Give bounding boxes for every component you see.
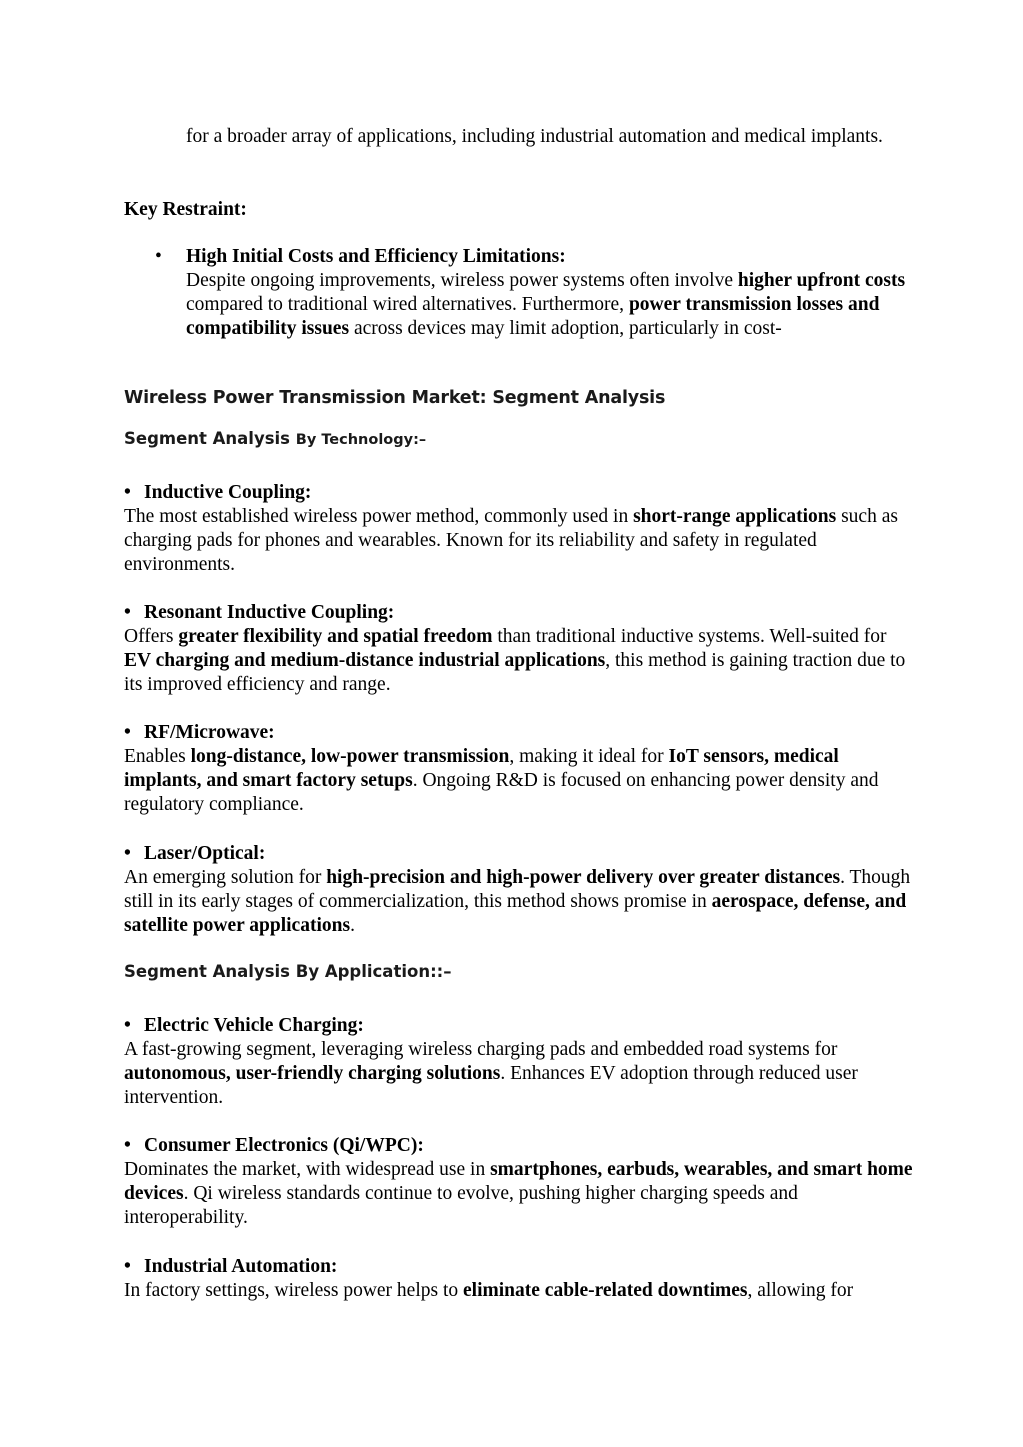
bullet-icon: •	[124, 843, 131, 864]
bullet-icon: •	[124, 722, 131, 743]
item-bold: long-distance, low-power transmission	[190, 746, 510, 767]
application-item	[124, 1255, 914, 1303]
technology-item	[124, 481, 914, 577]
key-restraint-heading: Key Restraint:	[124, 199, 247, 220]
item-bold: short-range applications	[633, 506, 837, 527]
technology-item-title	[124, 721, 914, 745]
restraint-text-3: across devices may limit adoption, particularly in cost-	[349, 318, 782, 339]
intro-continuation: for a broader array of applications, including industrial automation and medical implants.	[186, 126, 883, 147]
bullet-icon: •	[124, 482, 131, 503]
technology-item-title-text: Laser/Optical:	[144, 843, 266, 864]
restraint-bold-1: higher upfront costs	[737, 270, 906, 291]
restraint-bold-2: power transmission losses and compatibility issues	[186, 294, 880, 339]
item-text: . Qi wireless standards continue to evolve, pushing higher charging speeds and interoperability.	[124, 1183, 798, 1228]
application-item	[124, 1134, 914, 1230]
bullet-icon: •	[155, 246, 162, 267]
by-technology-heading-main: Segment Analysis	[124, 429, 296, 448]
item-text: .	[350, 915, 355, 936]
application-item-title-text: Electric Vehicle Charging:	[144, 1015, 364, 1036]
technology-item-title	[124, 481, 914, 505]
technology-item-title	[124, 842, 914, 866]
item-bold: IoT sensors, medical implants, and smart factory setups	[124, 746, 839, 791]
restraint-item-title: High Initial Costs and Efficiency Limitations:	[186, 246, 566, 267]
technology-item-title-text: Inductive Coupling:	[144, 482, 312, 503]
bullet-icon: •	[124, 1015, 131, 1036]
item-text: An emerging solution for	[124, 867, 327, 888]
item-bold: smartphones, earbuds, wearables, and smart home devices	[124, 1159, 913, 1204]
technology-item-title	[124, 601, 914, 625]
application-item-title-text: Consumer Electronics (Qi/WPC):	[144, 1135, 424, 1156]
by-technology-heading-small: By Technology:–	[295, 432, 427, 448]
item-bold: eliminate cable-related downtimes	[463, 1280, 748, 1301]
item-text: such as charging pads for phones and wearables. Known for its reliability and safety in regulated environments.	[124, 506, 898, 575]
restraint-item	[186, 245, 916, 341]
application-item-title	[124, 1014, 914, 1038]
item-bold: greater flexibility and spatial freedom	[178, 626, 493, 647]
item-text: . Enhances EV adoption through reduced user intervention.	[124, 1063, 858, 1108]
item-text: . Though still in its early stages of commercialization, this method shows promise in	[124, 867, 911, 912]
technology-item	[124, 721, 914, 817]
item-text: A fast-growing segment, leveraging wireless charging pads and embedded road systems for	[124, 1039, 838, 1060]
item-text: In factory settings, wireless power helps to	[124, 1280, 464, 1301]
restraint-text-2: compared to traditional wired alternatives. Furthermore,	[186, 294, 629, 315]
item-bold: autonomous, user-friendly charging solutions	[124, 1063, 501, 1084]
item-text: Enables	[124, 746, 191, 767]
by-technology-heading	[124, 429, 426, 448]
item-bold: high-precision and high-power delivery over greater distances	[326, 867, 841, 888]
technology-item-title-text: RF/Microwave:	[144, 722, 275, 743]
item-text: . Ongoing R&D is focused on enhancing power density and regulatory compliance.	[124, 770, 879, 815]
application-item-title-text: Industrial Automation:	[144, 1256, 338, 1277]
item-bold: aerospace, defense, and satellite power applications	[124, 891, 907, 936]
application-item	[124, 1014, 914, 1110]
item-bold: EV charging and medium-distance industrial applications	[124, 650, 606, 671]
bullet-icon: •	[124, 1135, 131, 1156]
technology-item-title-text: Resonant Inductive Coupling:	[144, 602, 395, 623]
bullet-icon: •	[124, 602, 131, 623]
bullet-icon: •	[124, 1256, 131, 1277]
item-text: , this method is gaining traction due to its improved efficiency and range.	[124, 650, 906, 695]
item-text: Dominates the market, with widespread use in	[124, 1159, 491, 1180]
by-application-heading: Segment Analysis By Application::–	[124, 962, 452, 981]
segment-analysis-title: Wireless Power Transmission Market: Segment Analysis	[124, 388, 666, 408]
item-text: The most established wireless power method, commonly used in	[124, 506, 634, 527]
item-text: , allowing for	[747, 1280, 854, 1301]
restraint-text-1: Despite ongoing improvements, wireless power systems often involve	[186, 270, 738, 291]
technology-item	[124, 601, 914, 697]
item-text: , making it ideal for	[509, 746, 669, 767]
item-text: than traditional inductive systems. Well-suited for	[492, 626, 887, 647]
application-item-title	[124, 1134, 914, 1158]
item-text: Offers	[124, 626, 179, 647]
technology-item	[124, 842, 914, 938]
application-item-title	[124, 1255, 914, 1279]
